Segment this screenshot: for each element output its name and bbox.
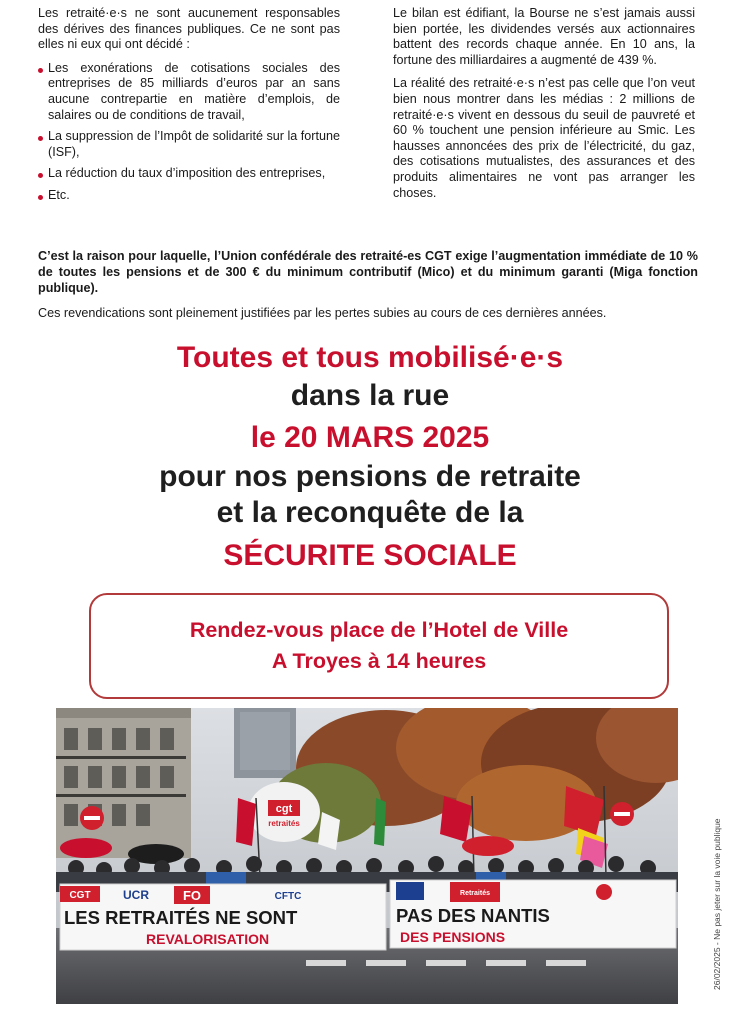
headline-mobilise: Toutes et tous mobilisé·e·s xyxy=(176,341,564,374)
banner-left-sub: REVALORISATION xyxy=(146,931,270,947)
side-note: 26/02/2025 - Ne pas jeter sur la voie publique xyxy=(712,818,722,990)
right-paragraph-1: Le bilan est édifiant, la Bourse ne s’est jamais aussi bien portée, les dividendes versés aux actionnaires battent des records chaque année. En 10 ans, la fortune des milliardaires a augmenté de 439 %. xyxy=(393,6,695,67)
right-paragraph-2: La réalité des retraité·e·s n’est pas celle que l’on veut bien nous montrer dans les médias : 2 millions de retraité·e·s vivent en dessous du seuil de pauvreté et 60 % touchent une pension inférieure au Smic. Les hausses annoncées des prix de l’électricité, du gaz, des cotisations mutualistes, des assurances et des produits alimentaires ne vont pas arranger les choses. xyxy=(393,76,695,200)
logo-ucr: UCR xyxy=(123,888,149,902)
headline-securite-sociale: SÉCURITE SOCIALE xyxy=(223,539,517,572)
bullet-dot-icon xyxy=(38,68,43,73)
banner-left-text: LES RETRAITÉS NE SONT xyxy=(64,907,298,928)
rendezvous-time: A Troyes à 14 heures xyxy=(271,649,487,673)
bullet-dot-icon xyxy=(38,195,43,200)
headline-pensions: pour nos pensions de retraite xyxy=(159,460,581,493)
justification-paragraph: Ces revendications sont pleinement justifiées par les pertes subies au cours de ces dernières années. xyxy=(38,306,607,320)
banner-right-sub: DES PENSIONS xyxy=(400,929,506,945)
balloon-logo: cgt xyxy=(275,803,293,815)
logo-retraites: Retraités xyxy=(460,890,490,897)
left-column xyxy=(38,6,340,210)
bullet-dot-icon xyxy=(38,173,43,178)
demand-paragraph: C’est la raison pour laquelle, l’Union confédérale des retraité-es CGT exige l’augmentation immédiate de 10 % de toutes les pensions et de 300 € du minimum contributif (Mico) et du minimum garanti (Miga fonction publique). xyxy=(38,249,698,295)
list-item: Etc. xyxy=(38,188,340,204)
headline-date: le 20 MARS 2025 xyxy=(250,421,490,454)
headline-dans-la-rue: dans la rue xyxy=(290,379,450,412)
bullet-dot-icon xyxy=(38,136,43,141)
balloon-sub: retraités xyxy=(268,819,300,828)
logo-cgt: CGT xyxy=(69,890,91,901)
bullet-list xyxy=(38,61,340,204)
demonstration-photo xyxy=(56,708,678,1004)
right-column xyxy=(393,6,695,209)
list-item: La suppression de l’Impôt de solidarité sur la fortune (ISF), xyxy=(38,129,340,160)
list-item: La réduction du taux d’imposition des entreprises, xyxy=(38,166,340,182)
logo-cftc: CFTC xyxy=(274,891,302,902)
rendezvous-place: Rendez-vous place de l’Hotel de Ville xyxy=(189,618,569,642)
banner-right-text: PAS DES NANTIS xyxy=(396,905,550,926)
list-item: Les exonérations de cotisations sociales des entreprises de 85 milliards d’euros par an sans aucune contrepartie en matière d’emplois, de salaires ou de conditions de travail, xyxy=(38,61,340,123)
left-intro: Les retraité·e·s ne sont aucunement responsables des dérives des finances publiques. Ce ne sont pas elles ni eux qui ont décidé : xyxy=(38,6,340,52)
rendezvous-box xyxy=(89,593,669,699)
logo-fo: FO xyxy=(182,888,202,903)
headline-reconquete: et la reconquête de la xyxy=(216,496,524,529)
